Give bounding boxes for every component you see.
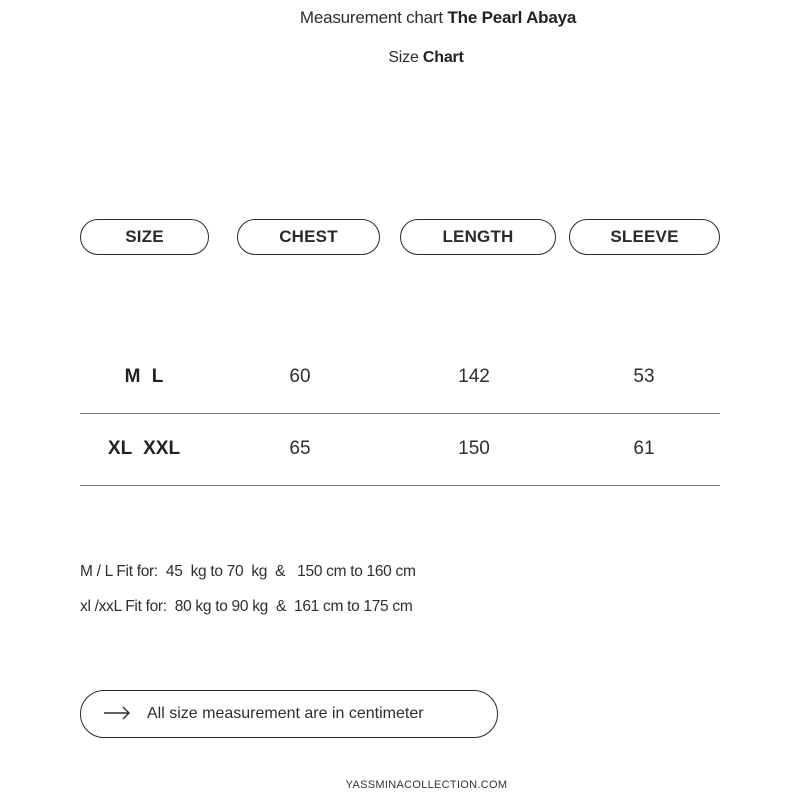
title-product-name: The Pearl Abaya <box>447 8 577 27</box>
length-cell: 150 <box>458 438 490 459</box>
unit-note-box <box>80 690 498 738</box>
page-title <box>0 8 800 28</box>
page-subtitle <box>0 49 800 67</box>
table-row <box>80 412 720 486</box>
fit-note-m-l: M / L Fit for: 45 kg to 70 kg & 150 cm to 160 cm <box>80 563 416 580</box>
sleeve-cell: 61 <box>633 438 655 459</box>
length-cell: 142 <box>458 366 490 387</box>
title-prefix: Measurement chart <box>299 8 448 27</box>
size-cell: XL XXL <box>107 438 181 459</box>
footer-site-name: YASSMINACOLLECTION.COM <box>345 779 508 791</box>
column-header-sleeve: SLEEVE <box>569 219 720 255</box>
column-header-size: SIZE <box>80 219 209 255</box>
sleeve-cell: 53 <box>633 366 655 387</box>
column-header-length: LENGTH <box>400 219 556 255</box>
subtitle-prefix: Size <box>388 49 423 66</box>
chest-cell: 60 <box>289 366 311 387</box>
subtitle-strong: Chart <box>422 49 464 66</box>
column-header-chest: CHEST <box>237 219 380 255</box>
table-row <box>80 340 720 414</box>
fit-note-xl-xxl: xl /xxL Fit for: 80 kg to 90 kg & 161 cm to 175 cm <box>80 598 413 615</box>
size-cell: M L <box>124 366 164 387</box>
chest-cell: 65 <box>289 438 311 459</box>
arrow-right-icon <box>103 705 131 721</box>
unit-note-text: All size measurement are in centimeter <box>147 705 424 722</box>
